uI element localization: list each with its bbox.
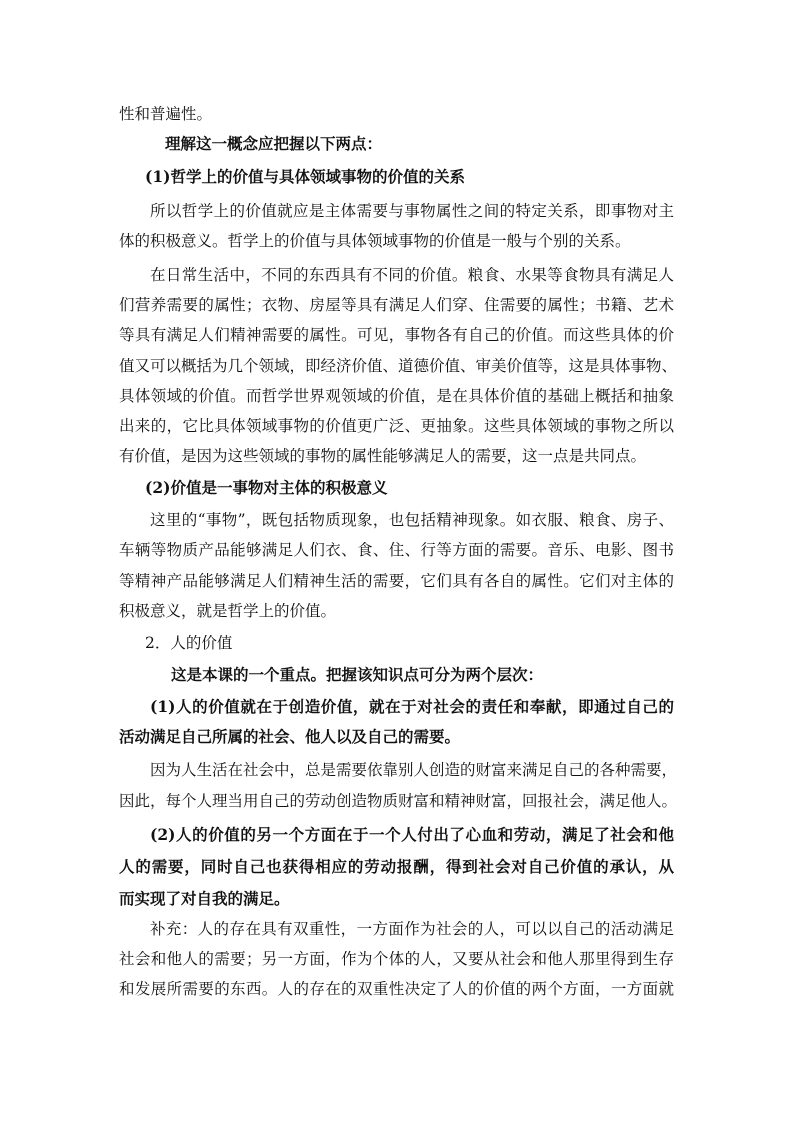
text-line: 和发展所需要的东西。人的存在的双重性决定了人的价值的两个方面，一方面就 <box>119 980 674 998</box>
text-line: 具体领域的价值。而哲学世界观领域的价值，是在具体价值的基础上概括和抽象 <box>119 387 674 405</box>
text-line: 值又可以概括为几个领域，即经济价值、道德价值、审美价值等，这是具体事物、 <box>119 357 678 375</box>
section-intro-heading-2: 这是本课的一个重点。把握该知识点可分为两个层次： <box>171 665 544 684</box>
bold-text-line: 活动满足自己所属的社会、他人以及自己的需要。 <box>119 727 461 746</box>
text-line: 积极意义，就是哲学上的价值。 <box>119 602 337 620</box>
bold-text-line: 人的需要，同时自己也获得相应的劳动报酬，得到社会对自己价值的承认，从 <box>119 857 674 876</box>
text-line: 体的积极意义。哲学上的价值与具体领域事物的价值是一般与个别的关系。 <box>119 232 631 250</box>
bold-text-line: 而实现了对自我的满足。 <box>119 889 290 908</box>
text-line: 等精神产品能够满足人们精神生活的需要，它们具有各自的属性。它们对主体的 <box>119 572 674 590</box>
text-line: 出来的，它比具体领域事物的价值更广泛、更抽象。这些具体领域的事物之所以 <box>119 417 674 435</box>
text-line: 所以哲学上的价值就应是主体需要与事物属性之间的特定关系，即事物对主 <box>150 202 674 220</box>
subsection-heading-2: (2)价值是一事物对主体的积极意义 <box>145 478 388 497</box>
bold-text-line: (1)人的价值就在于创造价值，就在于对社会的责任和奉献，即通过自己的 <box>150 697 674 716</box>
bold-text-line: (2)人的价值的另一个方面在于一个人付出了心血和劳动，满足了社会和他 <box>150 825 674 844</box>
section-heading-2: 2．人的价值 <box>145 634 233 652</box>
section-intro-heading: 理解这一概念应把握以下两点： <box>165 134 383 153</box>
text-line: 这里的“事物”，既包括物质现象，也包括精神现象。如衣服、粮食、房子、 <box>150 511 674 529</box>
text-line: 们营养需要的属性；衣物、房屋等具有满足人们穿、住需要的属性；书籍、艺术 <box>119 296 674 314</box>
text-line: 补充：人的存在具有双重性，一方面作为社会的人，可以以自己的活动满足 <box>150 920 674 938</box>
text-line: 车辆等物质产品能够满足人们衣、食、住、行等方面的需要。音乐、电影、图书 <box>119 541 674 559</box>
text-line: 性和普遍性。 <box>119 105 213 123</box>
text-line: 等具有满足人们精神需要的属性。可见，事物各有自己的价值。而这些具体的价 <box>119 326 674 344</box>
text-line: 有价值，是因为这些领域的事物的属性能够满足人的需要，这一点是共同点。 <box>119 447 647 465</box>
subsection-heading-1: (1)哲学上的价值与具体领域事物的价值的关系 <box>145 167 465 186</box>
text-line: 因为人生活在社会中，总是需要依靠别人创造的财富来满足自己的各种需要， <box>150 761 678 779</box>
text-line: 社会和他人的需要；另一方面，作为个体的人，又要从社会和他人那里得到生存 <box>119 950 674 968</box>
text-line: 在日常生活中，不同的东西具有不同的价值。粮食、水果等食物具有满足人 <box>150 266 674 284</box>
text-line: 因此，每个人理当用自己的劳动创造物质财富和精神财富，回报社会，满足他人。 <box>119 792 678 810</box>
